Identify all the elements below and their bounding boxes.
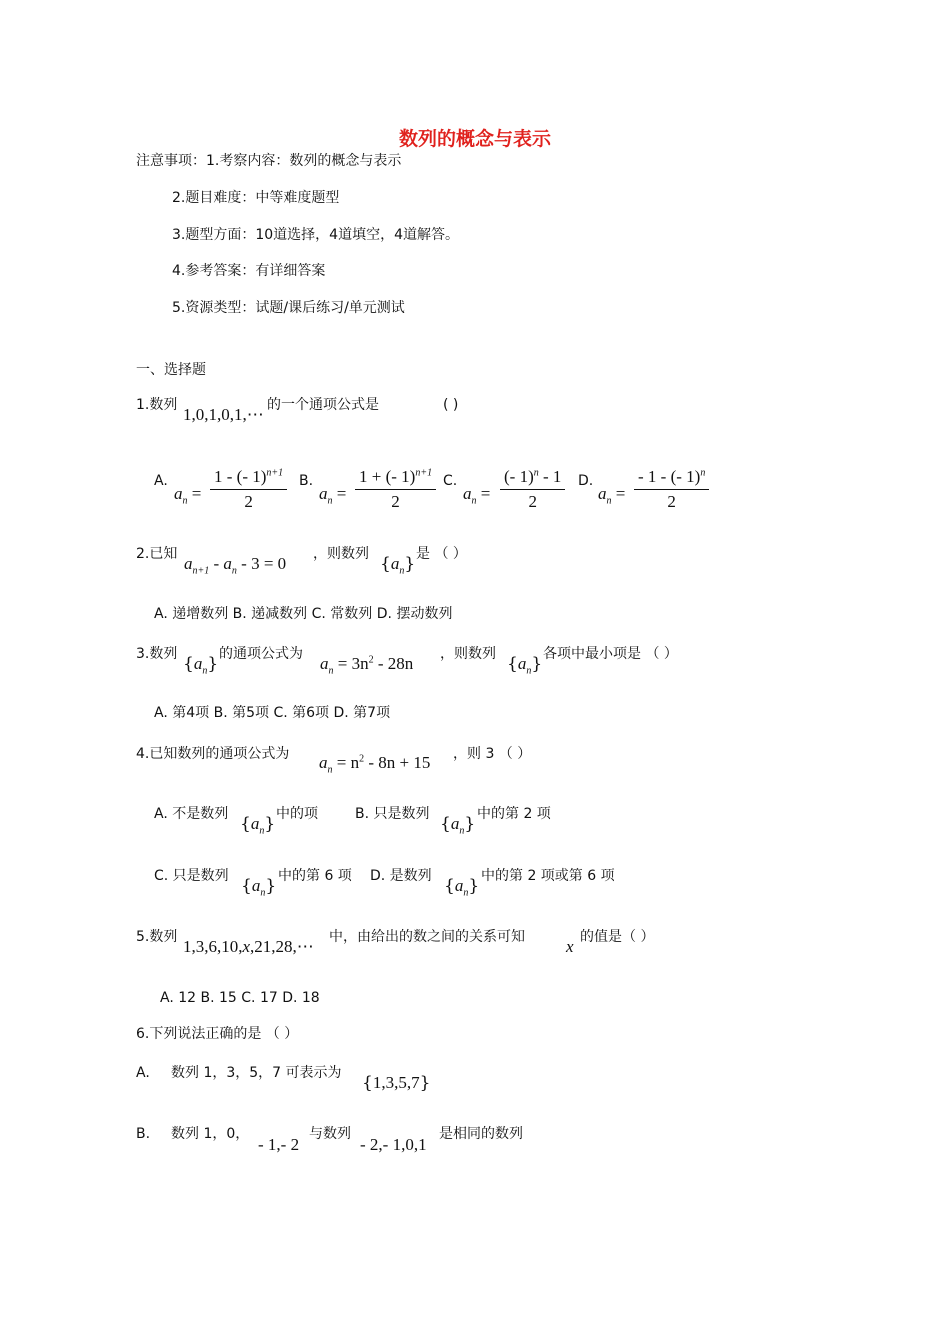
question-1-option-d-label: D. — [578, 473, 594, 489]
question-1-option-a-lhs: $a_n$ = — [174, 484, 202, 507]
question-4-option-d-tail: 中的第 2 项或第 6 项 — [481, 868, 615, 884]
question-3-sequence-an: $\{a_n\}$ — [183, 654, 219, 677]
question-3-prefix: 3.数列 — [136, 646, 178, 662]
notice-line-5: 5.资源类型：试题/课后练习/单元测试 — [172, 300, 405, 316]
question-1-option-c-label: C. — [443, 473, 458, 489]
question-3-suffix: 各项中最小项是 （ ） — [543, 646, 678, 662]
question-4-option-d: D. 是数列 — [370, 868, 432, 884]
question-3-mid2: ，则数列 — [440, 646, 496, 662]
question-6-stem: 6.下列说法正确的是 （ ） — [136, 1026, 299, 1042]
question-1-prefix: 1.数列 — [136, 397, 178, 413]
page-title: 数列的概念与表示 — [398, 128, 551, 150]
question-4-prefix: 4.已知数列的通项公式为 — [136, 746, 290, 762]
question-4-option-a: A. 不是数列 — [154, 806, 229, 822]
question-4-option-b-an: $\{a_n\}$ — [440, 814, 476, 837]
question-1-option-d-fraction: $\frac{- 1 - (- 1)^n}{2}$ — [634, 467, 709, 512]
question-1-option-b-fraction: $\frac{1 + (- 1)^{n+1}}{2}$ — [355, 467, 436, 512]
question-1-option-b-label: B. — [299, 473, 314, 489]
section-heading: 一、选择题 — [136, 362, 206, 378]
notice-line-2: 2.题目难度：中等难度题型 — [172, 190, 340, 206]
question-1-option-a-fraction: $\frac{1 - (- 1)^{n+1}}{2}$ — [210, 467, 287, 512]
question-3-formula: $a_n = 3n^2 - 28n$ — [320, 654, 414, 677]
question-1-sequence: 1,0,1,0,1,⋯ — [183, 405, 264, 424]
notice-line-3: 3.题型方面：10道选择，4道填空，4道解答。 — [172, 227, 459, 243]
question-6-option-b-seq2: - 2,- 1,0,1 — [360, 1135, 427, 1154]
question-5-prefix: 5.数列 — [136, 929, 178, 945]
question-2-mid: ，则数列 — [313, 546, 369, 562]
question-4-option-c-an: $\{a_n\}$ — [241, 876, 277, 899]
question-2-sequence-an: $\{a_n\}$ — [380, 554, 416, 577]
question-5-suffix: 的值是（ ） — [580, 929, 655, 945]
question-1-option-a-label: A. — [154, 473, 168, 489]
question-1-option-c-lhs: $a_n$ = — [463, 484, 491, 507]
question-3-sequence-an-2: $\{a_n\}$ — [507, 654, 543, 677]
notice-line-1: 注意事项：1.考察内容：数列的概念与表示 — [136, 153, 402, 169]
question-4-suffix: ，则 3 （ ） — [453, 746, 532, 762]
question-3-options: A. 第4项 B. 第5项 C. 第6项 D. 第7项 — [154, 705, 391, 721]
question-4-option-b-tail: 中的第 2 项 — [477, 806, 551, 822]
question-4-option-c-tail: 中的第 6 项 — [278, 868, 352, 884]
question-6-option-b-suffix: 是相同的数列 — [439, 1126, 523, 1142]
question-6-option-b-mid: 与数列 — [309, 1126, 351, 1142]
question-5-variable-x: x — [566, 937, 574, 956]
question-6-option-a-text: 数列 1，3，5，7 可表示为 — [171, 1065, 342, 1081]
question-3-mid: 的通项公式为 — [219, 646, 303, 662]
question-6-option-b-seq1: - 1,- 2 — [258, 1135, 300, 1154]
question-4-option-c: C. 只是数列 — [154, 868, 229, 884]
question-6-option-a-label: A. — [136, 1065, 150, 1081]
question-2-formula: $a_{n+1} - a_n - 3 = 0$ — [184, 554, 287, 577]
question-6-option-b-label: B. — [136, 1126, 151, 1142]
question-5-sequence: 1,3,6,10,x,21,28,⋯ — [183, 937, 314, 956]
question-2-options: A. 递增数列 B. 递减数列 C. 常数列 D. 摆动数列 — [154, 606, 453, 622]
question-4-option-a-tail: 中的项 — [276, 806, 318, 822]
question-6-option-a-set: {1,3,5,7} — [362, 1073, 431, 1093]
question-4-formula: $a_n = n^2 - 8n + 15$ — [319, 753, 431, 776]
question-4-option-d-an: $\{a_n\}$ — [444, 876, 480, 899]
question-1-option-b-lhs: $a_n$ = — [319, 484, 347, 507]
question-1-suffix: 的一个通项公式是 — [267, 397, 379, 413]
question-1-option-c-fraction: $\frac{(- 1)^n - 1}{2}$ — [500, 467, 565, 512]
question-1-option-d-lhs: $a_n$ = — [598, 484, 626, 507]
question-4-option-a-an: $\{a_n\}$ — [240, 814, 276, 837]
question-6-option-b-text: 数列 1，0， — [171, 1126, 250, 1142]
question-5-mid: 中，由给出的数之间的关系可知 — [329, 929, 525, 945]
notice-line-4: 4.参考答案：有详细答案 — [172, 263, 326, 279]
question-1-answer-blank: ( ) — [443, 397, 459, 413]
question-2-prefix: 2.已知 — [136, 546, 178, 562]
question-5-options: A. 12 B. 15 C. 17 D. 18 — [160, 990, 320, 1006]
question-2-suffix: 是 （ ） — [416, 546, 467, 562]
question-4-option-b: B. 只是数列 — [355, 806, 430, 822]
